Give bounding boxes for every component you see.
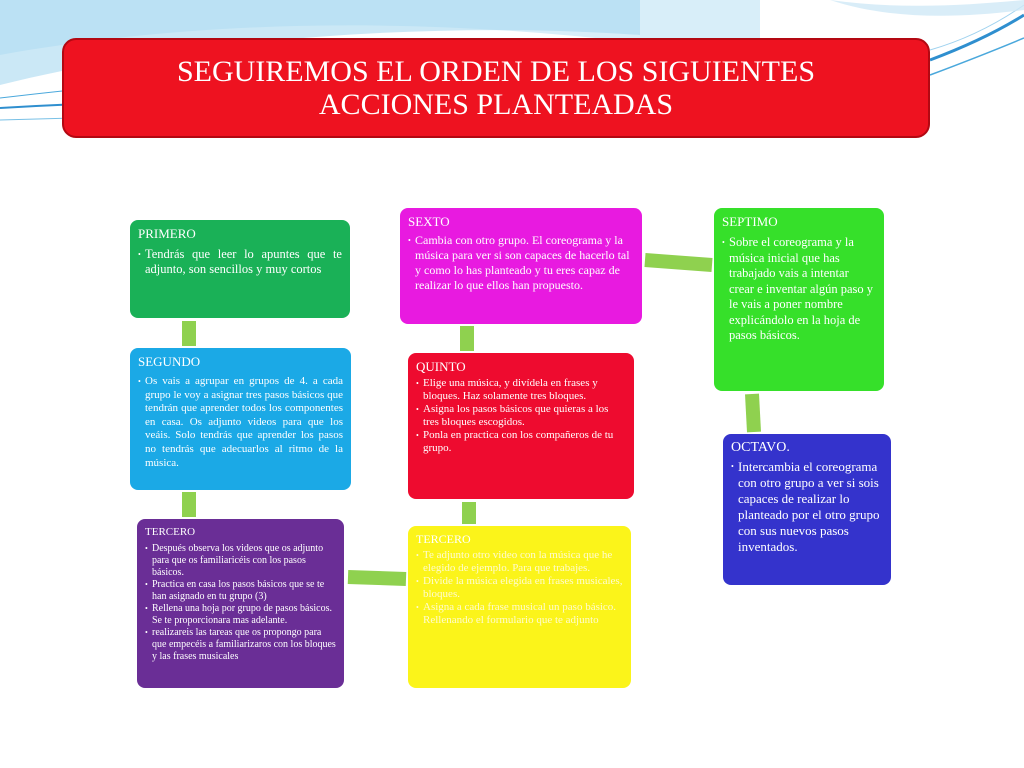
step-item: • Intercambia el coreograma con otro grupo a ver si sois capaces de realizar lo planteado por el otro grupo con sus nuevos pasos inventados. (731, 459, 883, 555)
step-box-septimo (714, 208, 884, 391)
step-item: • Después observa los videos que os adjunto para que os familiaricéis con los pasos básicos. (145, 543, 336, 579)
step-item: • Te adjunto otro video con la música que he elegido de ejemplo. Para que trabajes. (416, 549, 623, 575)
step-heading: PRIMERO (138, 226, 196, 241)
title-line-2: ACCIONES PLANTEADAS (318, 88, 674, 121)
step-item: • Divide la música elegida en frases musicales, bloques. (416, 575, 623, 601)
step-heading: SEGUNDO (138, 354, 201, 369)
title-line-1: SEGUIREMOS EL ORDEN DE LOS SIGUIENTES (176, 55, 816, 88)
step-item: • Rellena una hoja por grupo de pasos básicos. Se te proporcionara mas adelante. (145, 603, 336, 627)
title-banner (62, 38, 930, 138)
step-list (145, 543, 336, 663)
step-item: • Cambia con otro grupo. El coreograma y la música para ver si son capaces de hacerlo tal y como lo has planteado y tu eres capaz de realizar lo que ellos han propuesto. (408, 233, 634, 293)
step-list (138, 375, 343, 470)
step-list (722, 235, 876, 344)
step-box-sexto (400, 208, 642, 324)
step-list (416, 377, 626, 455)
step-item: • Practica en casa los pasos básicos que se te han asignado en tu grupo (3) (145, 579, 336, 603)
step-list (416, 549, 623, 627)
step-heading: TERCERO (145, 526, 196, 538)
step-list (138, 247, 342, 277)
step-item: • Asigna a cada frase musical un paso básico. Rellenando el formulario que te adjunto (416, 601, 623, 627)
step-box-segundo (130, 348, 351, 490)
step-heading: SEPTIMO (722, 214, 778, 229)
step-box-tercero-center (408, 526, 631, 688)
connector-tercero-tercero (348, 577, 406, 579)
step-item: • Sobre el coreograma y la música inicial que has trabajado vais a intentar crear e inventar algún paso y le vais a poner nombre explicándolo en la hoja de pasos básicos. (722, 235, 876, 344)
step-box-quinto (408, 353, 634, 499)
step-box-primero (130, 220, 350, 318)
step-list (408, 233, 634, 293)
step-heading: OCTAVO. (731, 440, 790, 455)
step-box-octavo (723, 434, 891, 585)
connector-sexto-septimo (645, 260, 712, 265)
step-list (731, 459, 883, 555)
step-item: • Ponla en practica con los compañeros de tu grupo. (416, 429, 626, 455)
step-item: • Tendrás que leer lo apuntes que te adjunto, son sencillos y muy cortos (138, 247, 342, 277)
step-heading: QUINTO (416, 359, 466, 374)
step-heading: SEXTO (408, 214, 450, 229)
step-item: • Asigna los pasos básicos que quieras a los tres bloques escogidos. (416, 403, 626, 429)
step-heading: TERCERO (416, 532, 471, 546)
connector-septimo-octavo (752, 394, 754, 432)
step-item: • realizareis las tareas que os propongo para que empecéis a familiarizaros con los bloques y las frases musicales (145, 627, 336, 663)
step-item: • Elige una música, y divídela en frases y bloques. Haz solamente tres bloques. (416, 377, 626, 403)
step-box-tercero-left (137, 519, 344, 688)
page-title (177, 55, 815, 121)
step-item: • Os vais a agrupar en grupos de 4. a cada grupo le voy a asignar tres pasos básicos que tendrán que aprender todos los componentes en casa. Os adjunto videos para que los veáis. Solo tendrás que aprender los pasos no tendrás que adecuarlos al ritmo de la música. (138, 375, 343, 470)
